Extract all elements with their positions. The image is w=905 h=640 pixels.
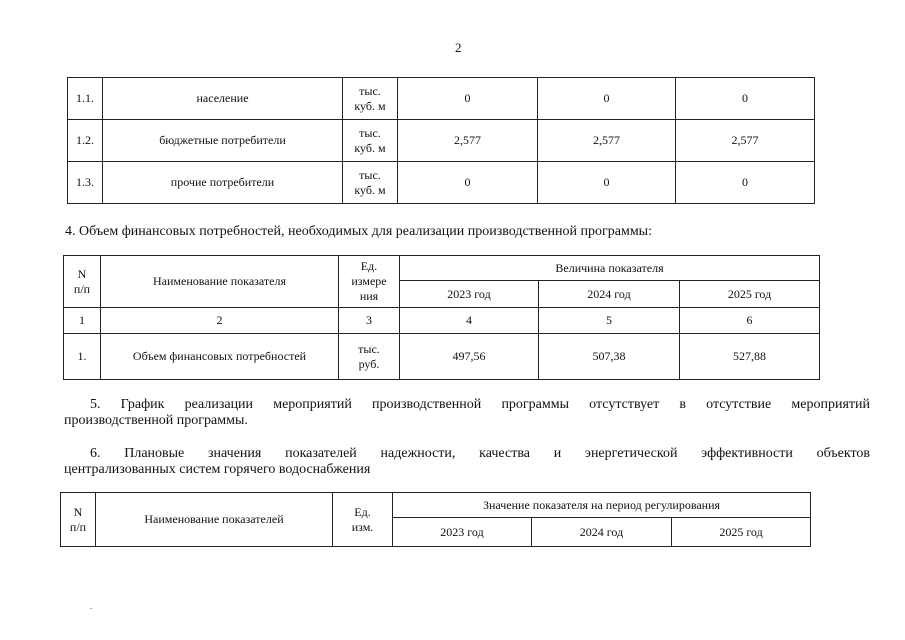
unit-cell <box>339 334 400 380</box>
year-header: 2023 год <box>400 281 539 308</box>
value-2023: 497,56 <box>400 334 539 380</box>
unit-line: куб. м <box>354 140 386 155</box>
section-4-heading: 4. Объем финансовых потребностей, необходимых для реализации производственной программы: <box>65 224 652 239</box>
year-header: 2024 год <box>539 281 680 308</box>
section-5-paragraph <box>64 397 870 429</box>
value-2023: 0 <box>398 78 538 120</box>
col-num-header <box>64 256 101 308</box>
index-cell: 1 <box>64 308 101 334</box>
header-line: п/п <box>73 281 91 296</box>
indicator-name: Объем финансовых потребностей <box>101 334 339 380</box>
unit-cell <box>343 162 398 204</box>
row-number: 1.3. <box>68 162 103 204</box>
value-2024: 0 <box>538 78 676 120</box>
value-2025: 2,577 <box>676 120 815 162</box>
row-number: 1. <box>64 334 101 380</box>
year-header: 2023 год <box>393 518 532 547</box>
paragraph-line: 5. График реализации мероприятий производственной программы отсутствует в отсутствие мероприятий <box>90 397 870 412</box>
col-unit-header <box>339 256 400 308</box>
table-row <box>68 78 815 120</box>
scan-speck <box>90 608 92 609</box>
col-name-header: Наименование показателей <box>96 493 333 547</box>
header-line: Ед. <box>354 504 371 519</box>
section-6-paragraph <box>64 446 870 478</box>
page-number: 2 <box>455 40 462 55</box>
paragraph-line: производственной программы. <box>64 413 248 428</box>
header-line: N <box>73 504 83 519</box>
col-name-header: Наименование показателя <box>101 256 339 308</box>
header-line: п/п <box>69 519 87 534</box>
year-header: 2025 год <box>672 518 811 547</box>
header-line: изм. <box>351 519 374 534</box>
index-cell: 5 <box>539 308 680 334</box>
col-unit-header <box>333 493 393 547</box>
unit-line: куб. м <box>354 182 386 197</box>
table-row <box>68 162 815 204</box>
value-2025: 527,88 <box>680 334 820 380</box>
col-value-header: Значение показателя на период регулирования <box>393 493 811 518</box>
value-2023: 2,577 <box>398 120 538 162</box>
index-cell: 4 <box>400 308 539 334</box>
header-line: Ед. <box>360 259 378 273</box>
col-num-header <box>61 493 96 547</box>
unit-cell <box>343 120 398 162</box>
year-header: 2025 год <box>680 281 820 308</box>
unit-line: тыс. <box>359 167 381 182</box>
value-2023: 0 <box>398 162 538 204</box>
unit-line: куб. м <box>354 98 386 113</box>
value-2025: 0 <box>676 162 815 204</box>
paragraph-line: 6. Плановые значения показателей надежности, качества и энергетической эффективности объектов <box>90 446 870 461</box>
value-2024: 507,38 <box>539 334 680 380</box>
unit-line: тыс. <box>359 83 381 98</box>
indicator-name: бюджетные потребители <box>103 120 343 162</box>
index-cell: 3 <box>339 308 400 334</box>
index-cell: 6 <box>680 308 820 334</box>
table-row <box>64 334 820 380</box>
year-header: 2024 год <box>532 518 672 547</box>
value-2024: 0 <box>538 162 676 204</box>
reliability-indicators-table <box>60 492 811 547</box>
value-2025: 0 <box>676 78 815 120</box>
unit-line: тыс. <box>359 125 381 140</box>
row-number: 1.2. <box>68 120 103 162</box>
table-row <box>68 120 815 162</box>
header-line: измере <box>351 274 387 288</box>
indicator-name: прочие потребители <box>103 162 343 204</box>
indicator-name: население <box>103 78 343 120</box>
unit-cell <box>343 78 398 120</box>
col-value-header: Величина показателя <box>400 256 820 281</box>
unit-line: тыс. <box>358 341 380 356</box>
unit-line: руб. <box>358 356 380 371</box>
header-line: N <box>77 266 87 281</box>
row-number: 1.1. <box>68 78 103 120</box>
header-line: ния <box>359 289 379 303</box>
value-2024: 2,577 <box>538 120 676 162</box>
consumption-table <box>67 77 815 204</box>
index-row <box>64 308 820 334</box>
index-cell: 2 <box>101 308 339 334</box>
financial-needs-table <box>63 255 820 380</box>
paragraph-line: централизованных систем горячего водоснабжения <box>64 462 371 477</box>
